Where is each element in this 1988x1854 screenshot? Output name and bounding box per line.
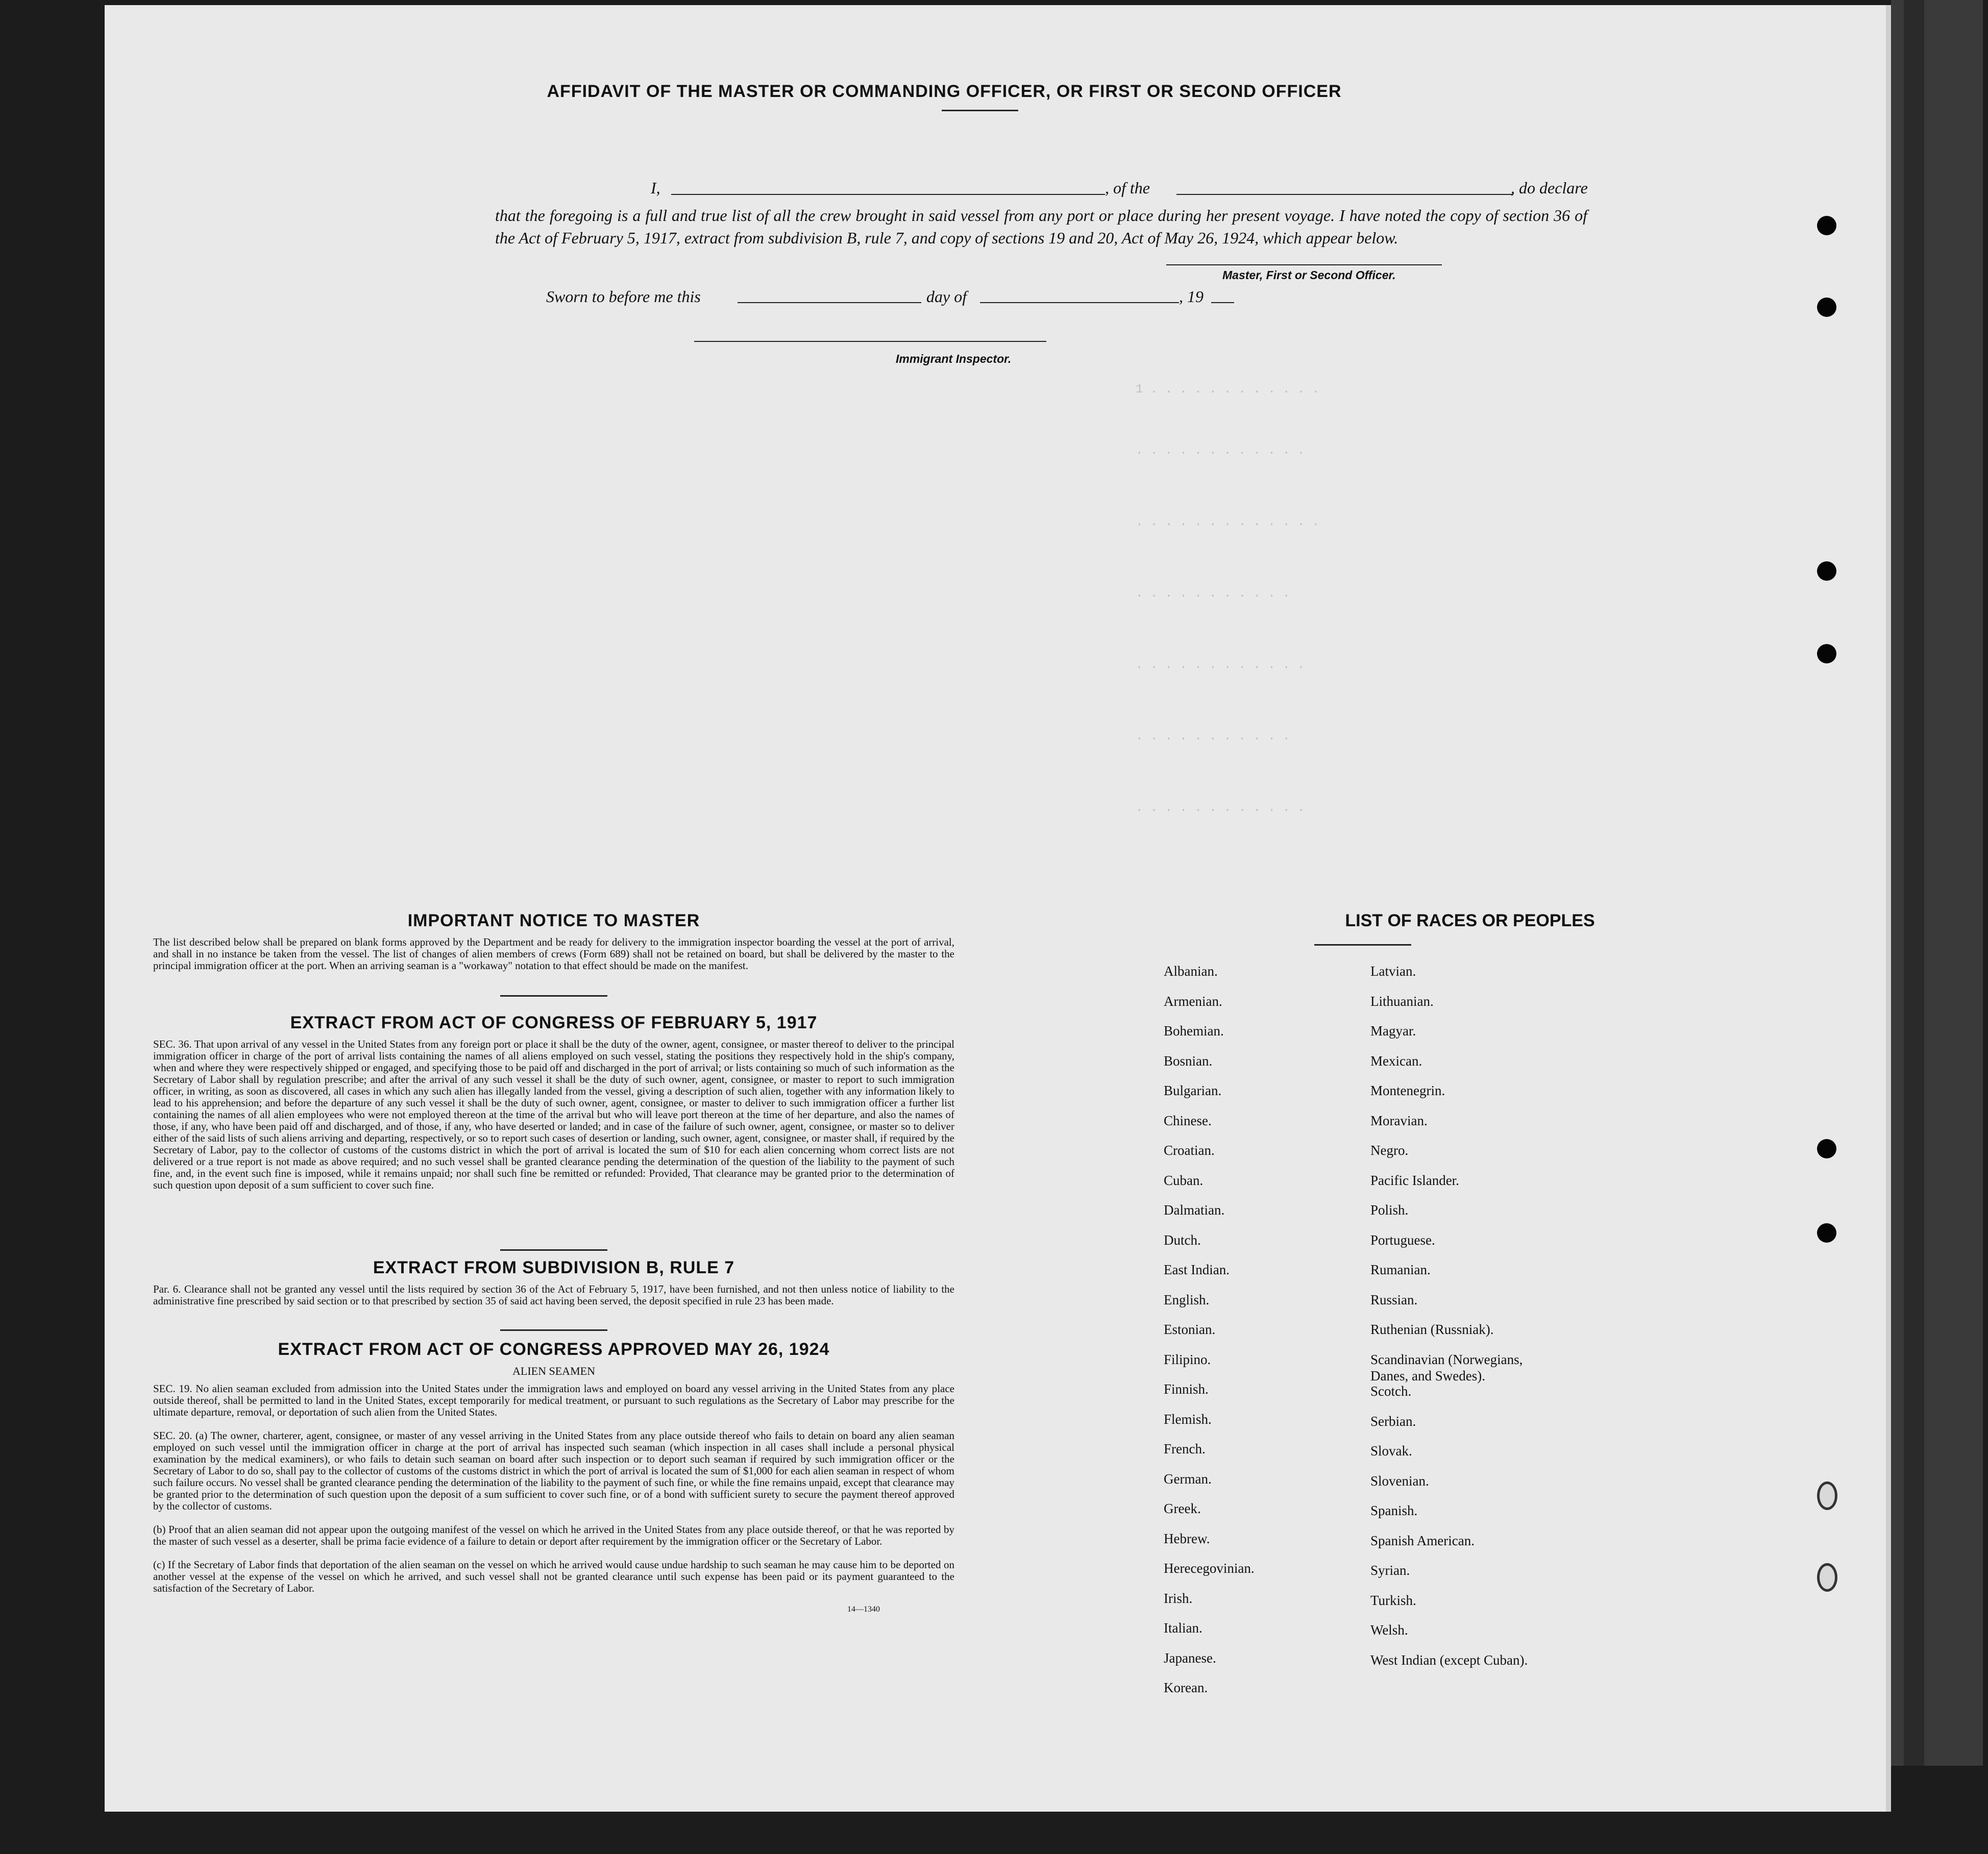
rule7-body: Par. 6. Clearance shall not be granted any vessel until the lists required by section 36 of the Act of February 5, 1917, have been furnished, and not then unless notice of liability to the administrative fine prescribed by said section or to that prescribed by section 35 of said act having been served, the deposit specified in rule 23 has been made. bbox=[153, 1283, 954, 1307]
vessel-line bbox=[1176, 194, 1513, 195]
race-item: Spanish American. bbox=[1370, 1532, 1475, 1548]
sec20a-body: SEC. 20. (a) The owner, charterer, agent, consignee, or master of any vessel arriving in the United States from any place outside thereof who fails to detain on board any alien seaman employed on such vessel until the immigration officer in charge at the port of arrival has inspected such seaman (which inspection in all cases shall include a personal physical examination by the medical examiners), or who fails to detain such seaman on board after such inspection or to deport such seaman if required by such immigration officer or the Secretary of Labor to do so, shall pay to the collector of customs of the customs district in which the port of arrival is located the sum of $1,000 for each alien seaman in respect of whom such failure occurs. No vessel shall be granted clearance pending the determination of the liability to the payment of such fine, or while the fine remains unpaid, except that clearance may be granted prior to the determination of such question upon the deposit of a sum sufficient to cover such fine, or of a bond with sufficient surety to secure the payment thereof approved by the collector of customs. bbox=[153, 1429, 954, 1512]
race-item: Albanian. bbox=[1164, 963, 1218, 979]
race-item: Moravian. bbox=[1370, 1113, 1428, 1128]
race-item: Bulgarian. bbox=[1164, 1083, 1222, 1098]
race-item: Mexican. bbox=[1370, 1053, 1422, 1069]
sec20b-body: (b) Proof that an alien seaman did not appear upon the outgoing manifest of the vessel on which he arrived in the United States from any place outside thereof, or that he was reported by the master of such vessel as a deserter, shall be prima facie evidence of a failure to detain or deport after requirement by the immigration officer or the Secretary of Labor. bbox=[153, 1523, 954, 1547]
act1924-title: EXTRACT FROM ACT OF CONGRESS APPROVED MAY 26, 1924 bbox=[278, 1340, 830, 1359]
notice-body: The list described below shall be prepared on blank forms approved by the Department and be ready for delivery to the immigration inspector boarding the vessel at the port of arrival, and shall in no instance be taken from the vessel. The list of changes of alien members of crews (Form 689) shall not be retained on board, but shall be delivered by the master to the principal immigration officer at the port. When an arriving seaman is a "workaway" notation to that effect should be made on the manifest. bbox=[153, 936, 954, 972]
form-number: 14—1340 bbox=[847, 1605, 880, 1614]
name-line bbox=[671, 194, 1105, 195]
race-item: Serbian. bbox=[1370, 1413, 1416, 1429]
races-title: LIST OF RACES OR PEOPLES bbox=[1345, 911, 1595, 930]
race-item: Hebrew. bbox=[1164, 1530, 1210, 1546]
race-item: Pacific Islander. bbox=[1370, 1172, 1459, 1188]
race-item: Portuguese. bbox=[1370, 1232, 1435, 1248]
day-of-label: day of bbox=[926, 287, 967, 306]
race-item: Dalmatian. bbox=[1164, 1202, 1225, 1218]
race-item: Greek. bbox=[1164, 1501, 1201, 1516]
race-item: Bohemian. bbox=[1164, 1023, 1224, 1039]
race-item: Rumanian. bbox=[1370, 1262, 1431, 1277]
race-item: German. bbox=[1164, 1471, 1212, 1487]
race-item: Cuban. bbox=[1164, 1172, 1204, 1188]
race-item: Welsh. bbox=[1370, 1622, 1408, 1638]
sworn-label: Sworn to before me this bbox=[546, 287, 701, 306]
race-item: Herecegovinian. bbox=[1164, 1561, 1255, 1576]
race-item: Montenegrin. bbox=[1370, 1083, 1445, 1098]
affidavit-title: AFFIDAVIT OF THE MASTER OR COMMANDING OFFICER, OR FIRST OR SECOND OFFICER bbox=[547, 82, 1342, 101]
master-signature-line bbox=[1166, 264, 1442, 265]
race-item: Dutch. bbox=[1164, 1232, 1201, 1248]
race-item: Bosnian. bbox=[1164, 1053, 1213, 1069]
binder-hole bbox=[1817, 1139, 1836, 1158]
race-item: Estonian. bbox=[1164, 1322, 1216, 1337]
race-item: Croatian. bbox=[1164, 1143, 1215, 1158]
race-item: Negro. bbox=[1370, 1143, 1409, 1158]
binder-hole bbox=[1817, 298, 1836, 317]
race-item: Chinese. bbox=[1164, 1113, 1212, 1128]
race-item: Irish. bbox=[1164, 1590, 1193, 1606]
notice-title: IMPORTANT NOTICE TO MASTER bbox=[407, 911, 700, 930]
race-item: Armenian. bbox=[1164, 993, 1222, 1009]
notice-divider bbox=[500, 995, 607, 997]
race-item: Filipino. bbox=[1164, 1351, 1211, 1367]
affidavit-declare: , do declare bbox=[1511, 179, 1588, 197]
race-item: Italian. bbox=[1164, 1620, 1202, 1636]
alien-seamen-subtitle: ALIEN SEAMEN bbox=[512, 1365, 595, 1377]
race-item: Lithuanian. bbox=[1370, 993, 1434, 1009]
race-item: Flemish. bbox=[1164, 1411, 1212, 1427]
race-item: Russian. bbox=[1370, 1292, 1418, 1307]
page-edge bbox=[1904, 0, 1924, 1766]
race-item: West Indian (except Cuban). bbox=[1370, 1652, 1528, 1668]
race-item: Korean. bbox=[1164, 1680, 1208, 1695]
race-item: Scandinavian (Norwegians, bbox=[1370, 1351, 1523, 1367]
rule7-title: EXTRACT FROM SUBDIVISION B, RULE 7 bbox=[373, 1258, 735, 1277]
binder-hole bbox=[1817, 1223, 1836, 1243]
act1924-divider bbox=[500, 1329, 607, 1331]
year-line bbox=[1211, 302, 1234, 303]
master-label: Master, First or Second Officer. bbox=[1222, 268, 1396, 282]
year-label: , 19 bbox=[1179, 287, 1204, 306]
sec19-body: SEC. 19. No alien seaman excluded from admission into the United States under the immigration laws and employed on board any vessel arriving in the United States from any place outside thereof, shall be permitted to land in the United States, except temporarily for medical treatment, or pursuant to such regulations as the Secretary of Labor may prescribe for the ultimate departure, removal, or deportation of such alien from the United States. bbox=[153, 1382, 954, 1418]
affidavit-paragraph: that the foregoing is a full and true list of all the crew brought in said vessel from any port or place during her present voyage. I have noted the copy of section 36 of the Act of February 5, 1917, extract from subdivision B, rule 7, and copy of sections 19 and 20, Act of May 26, 1924, which appear below. bbox=[495, 206, 1587, 247]
document-page: 1 . . . . . . . . . . . . . . . . . . . . . . . . . . . . . . . . . . . . . . . . . . . . . . . . . . . . . . . . . . . . . . . . . . . . . . . . . . . . . . . . . . . AFFIDAVIT OF THE MASTER OR COMMANDING OFFICER, OR FIRST OR SECOND OFFICER I, , of the , do declare that the foregoing is a full and true list of all the crew brought in said vessel from any port or place during her present voyage. I have noted the copy of section 36 of the Act of February 5, 1917, extract from subdivision B, rule 7, and copy of sections 19 and 20, Act of May 26, 1924, which appear below. Master, First or Second Officer. Sworn to before me this day of , 19 Immigrant Inspector. IMPORTANT NOTICE TO MASTER The list described below shall be prepared on blank forms approved by the Department and be ready for delivery to the immigration inspector boarding the vessel at the port of arrival, and shall in no instance be taken from the vessel. The list of changes of alien members of crews (Form 689) shall not be retained on board, but shall be delivered by the master to the principal immigration officer at the port. When an arriving seaman is a "workaway" notation to that effect should be made on the manifest. EXTRACT FROM ACT OF CONGRESS OF FEBRUARY 5, 1917 SEC. 36. That upon arrival of any vessel in the United States from any foreign port or place it shall be the duty of the owner, agent, consignee, or master thereof to deliver to the principal immigration officer in charge of the port of arrival lists containing the names of all aliens employed on such vessel, stating the positions they respectively hold in the ship's company, when and where they were respectively shipped or engaged, and specifying those to be paid off and discharged in the port of arrival; or lists containing so much of such information as the Secretary of Labor shall by regulation prescribe; and after the arrival of any such vessel it shall be the duty of such owner, agent, consignee, or master to report to such immigration officer, in writing, as soon as discovered, all cases in which any such alien has illegally landed from the vessel, giving a description of such alien, together with any information likely to lead to his apprehension; and before the departure of any such vessel it shall be the duty of such owner, agent, consignee, or master to deliver to such immigration officer a further list containing the names of all alien employees who were not employed thereon at the time of the arrival but who will leave port thereon at the time of her departure, and also the names of those, if any, who have been paid off and discharged, and of those, if any, who have deserted or landed; and in case of the failure of such owner, agent, consignee, or master so to deliver either of the said lists of such aliens arriving and departing, respectively, or so to report such cases of desertion or landing, such owner, agent, consignee, or master shall, if required by the Secretary of Labor, pay to the collector of customs of the customs district in which the port of arrival is located the sum of $10 for each alien concerning whom correct lists are not delivered or a true report is not made as above required; and no such vessel shall be granted clearance pending the determination of the question of the liability to the payment of such fine, and, in the event such fine is imposed, while it remains unpaid; nor shall such fine be remitted or refunded: Provided, That clearance may be granted prior to the determination of such question upon deposit of a sum sufficient to cover such fine. EXTRACT FROM SUBDIVISION B, RULE 7 Par. 6. Clearance shall not be granted any vessel until the lists required by section 36 of the Act of February 5, 1917, have been furnished, and not then unless notice of liability to the administrative fine prescribed by said section or to that prescribed by section 35 of said act having been served, the deposit specified in rule 23 has been made. EXTRACT FROM ACT OF CONGRESS APPROVED MAY 26, 1924 ALIEN SEAMEN SEC. 19. No alien seaman excluded from admission into the United States under the immigration laws and employed on board any vessel arriving in the United States from any place outside thereof, shall be permitted to land in the United States, except temporarily for medical treatment, or pursuant to such regulations as the Secretary of Labor may prescribe for the ultimate departure, removal, or deportation of such alien from the United States. SEC. 20. (a) The owner, charterer, agent, consignee, or master of any vessel arriving in the United States from any place outside thereof who fails to detain on board any alien seaman employed on such vessel until the immigration officer in charge at the port of arrival has inspected such seaman (which inspection in all cases shall include a personal physical examination by the medical examiners), or who fails to detain such seaman on board after such inspection or to deport such seaman if required by such immigration officer or the Secretary of Labor to do so, shall pay to the collector of customs of the customs district in which the port of arrival is located the sum of $1,000 for each alien seaman in respect of whom such failure occurs. No vessel shall be granted clearance pending the determination of the liability to the payment of such fine, or while the fine remains unpaid, except that clearance may be granted prior to the determination of such question upon the deposit of a sum sufficient to cover such fine, or of a bond with sufficient surety to secure the payment thereof approved by the collector of customs. (b) Proof that an alien seaman did not appear upon the outgoing manifest of the vessel on which he arrived in the United States from any place outside thereof, or that he was reported by the master of such vessel as a deserter, shall be prima facie evidence of a failure to detain or deport after requirement by the immigration officer or the Secretary of Labor. (c) If the Secretary of Labor finds that deportation of the alien seaman on the vessel on which he arrived would cause undue hardship to such seaman he may cause him to be deported on another vessel at the expense of the vessel on which he arrived, and such vessel shall not be granted clearance until such expense has been paid or its payment guaranteed to the satisfaction of the Secretary of Labor. 14—1340 LIST OF RACES OR PEOPLES Albanian. Armenian. Bohemian. Bosnian. Bulgarian. Chinese. Croatian. Cuban. Dalmatian. Dutch. East Indian. English. Estonian. Filipino. Finnish. Flemish. French. German. Greek. Hebrew. Herecegovinian. Irish. Italian. Japanese. Korean. Latvian. Lithuanian. Magyar. Mexican. Montenegrin. Moravian. Negro. Pacific Islander. Polish. Portuguese. Rumanian. Russian. Ruthenian (Russniak). Scandinavian (Norwegians, Danes, and Swedes). Scotch. Serbian. Slovak. Slovenian. Spanish. Spanish American. Syrian. Turkish. Welsh. West Indian (except Cuban). bbox=[105, 5, 1891, 1812]
affidavit-i: I, bbox=[651, 179, 660, 197]
extract-1917-title: EXTRACT FROM ACT OF CONGRESS OF FEBRUARY 5, 1917 bbox=[290, 1013, 818, 1032]
sec20c-body: (c) If the Secretary of Labor finds that deportation of the alien seaman on the vessel on which he arrived would cause undue hardship to such seaman he may cause him to be deported on another vessel at the expense of the vessel on which he arrived, and such vessel shall not be granted clearance until such expense has been paid or its payment guaranteed to the satisfaction of the Secretary of Labor. bbox=[153, 1559, 954, 1594]
race-item: East Indian. bbox=[1164, 1262, 1230, 1277]
race-item: Slovenian. bbox=[1370, 1473, 1429, 1489]
inspector-label: Immigrant Inspector. bbox=[896, 352, 1012, 365]
binder-hole bbox=[1817, 561, 1836, 581]
race-item: English. bbox=[1164, 1292, 1210, 1307]
binder-hole bbox=[1817, 216, 1836, 235]
month-line bbox=[980, 302, 1179, 303]
inspector-signature-line bbox=[694, 341, 1046, 342]
races-divider bbox=[1314, 944, 1411, 946]
race-item: Turkish. bbox=[1370, 1592, 1416, 1608]
binder-ring bbox=[1817, 1481, 1837, 1510]
race-item: Latvian. bbox=[1370, 963, 1416, 979]
race-item: Finnish. bbox=[1164, 1381, 1209, 1397]
race-item: Scotch. bbox=[1370, 1383, 1412, 1399]
rule7-divider bbox=[500, 1249, 607, 1251]
race-item: French. bbox=[1164, 1441, 1206, 1456]
race-item: Polish. bbox=[1370, 1202, 1409, 1218]
extract-1917-body: SEC. 36. That upon arrival of any vessel in the United States from any foreign port or place it shall be the duty of the owner, agent, consignee, or master thereof to deliver to the principal immigration officer in charge of the port of arrival lists containing the names of all aliens employed on such vessel, stating the positions they respectively hold in the ship's company, when and where they were respectively shipped or engaged, and specifying those to be paid off and discharged in the port of arrival; or lists containing so much of such information as the Secretary of Labor shall by regulation prescribe; and after the arrival of any such vessel it shall be the duty of such owner, agent, consignee, or master to report to such immigration officer, in writing, as soon as discovered, all cases in which any such alien has illegally landed from the vessel, giving a description of such alien, together with any information likely to lead to his apprehension; and before the departure of any such vessel it shall be the duty of such owner, agent, consignee, or master to deliver to such immigration officer a further list containing the names of all alien employees who were not employed thereon at the time of the arrival but who will leave port thereon at the time of her departure, and also the names of those, if any, who have been paid off and discharged, and of those, if any, who have deserted or landed; and in case of the failure of such owner, agent, consignee, or master so to deliver either of the said lists of such aliens arriving and departing, respectively, or so to report such cases of desertion or landing, such owner, agent, consignee, or master shall, if required by the Secretary of Labor, pay to the collector of customs of the customs district in which the port of arrival is located the sum of $10 for each alien concerning whom correct lists are not delivered or a true report is not made as above required; and no such vessel shall be granted clearance pending the determination of the question of the liability to the payment of such fine, and, in the event such fine is imposed, while it remains unpaid; nor shall such fine be remitted or refunded: Provided, That clearance may be granted prior to the determination of such question upon deposit of a sum sufficient to cover such fine. bbox=[153, 1038, 954, 1191]
affidavit-of-the: , of the bbox=[1105, 179, 1150, 197]
race-item: Danes, and Swedes). bbox=[1370, 1368, 1485, 1383]
binder-hole bbox=[1817, 644, 1836, 663]
binder-ring bbox=[1817, 1563, 1837, 1592]
race-item: Slovak. bbox=[1370, 1443, 1412, 1459]
race-item: Ruthenian (Russniak). bbox=[1370, 1322, 1494, 1337]
race-item: Japanese. bbox=[1164, 1650, 1216, 1666]
title-underline bbox=[942, 110, 1018, 111]
race-item: Magyar. bbox=[1370, 1023, 1416, 1039]
race-item: Syrian. bbox=[1370, 1563, 1410, 1578]
race-item: Spanish. bbox=[1370, 1503, 1418, 1518]
sworn-day-line bbox=[738, 302, 921, 303]
